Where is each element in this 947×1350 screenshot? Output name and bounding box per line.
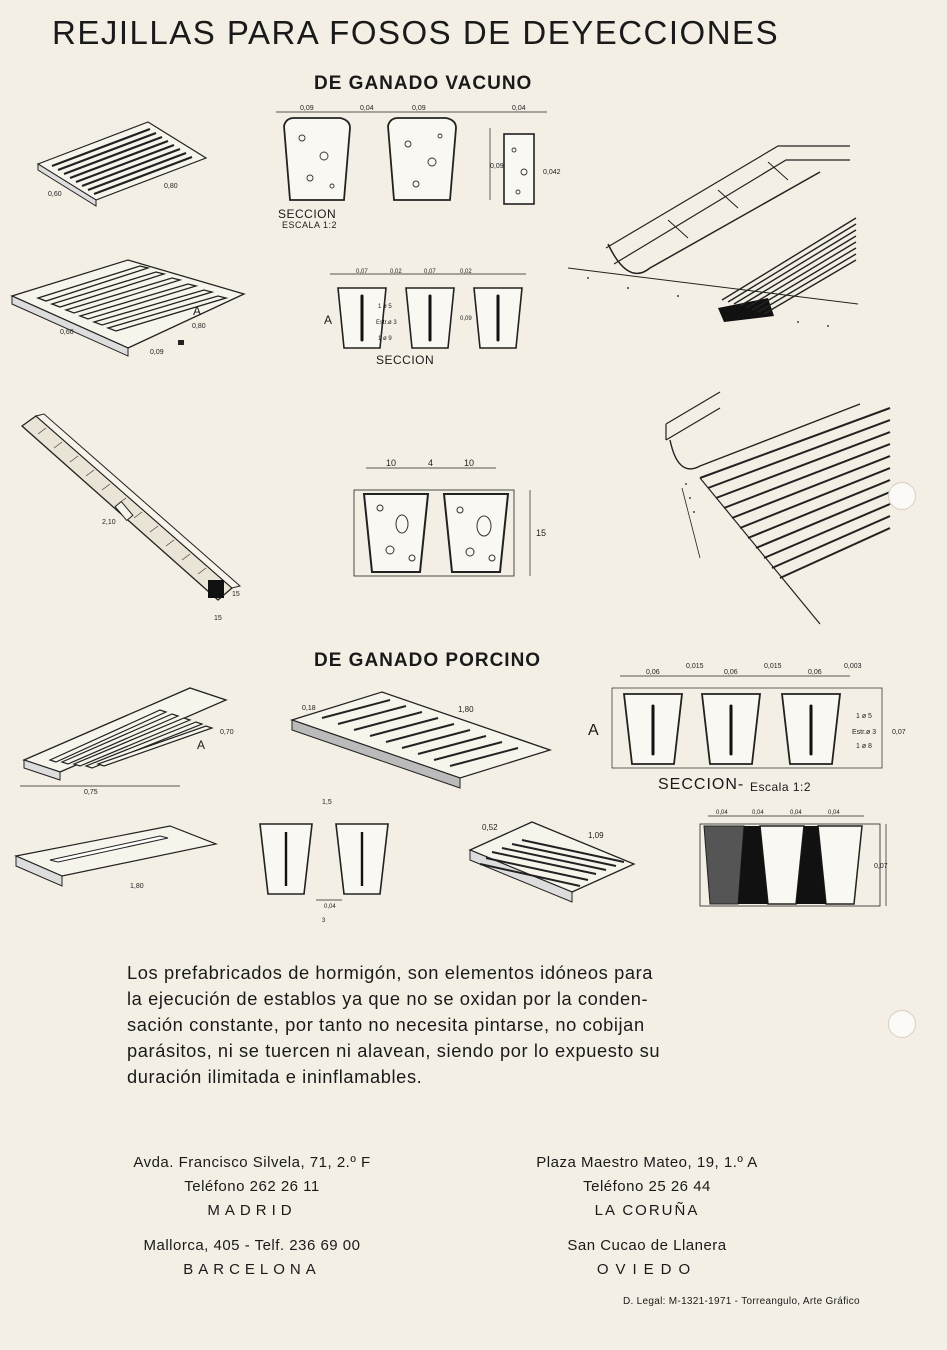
svg-text:0,06: 0,06 xyxy=(646,669,660,676)
address-madrid xyxy=(124,1151,380,1223)
description-line: la ejecución de establos ya que no se oxidan por la conden- xyxy=(127,988,649,1009)
svg-text:0,04: 0,04 xyxy=(360,105,374,112)
svg-text:0,04: 0,04 xyxy=(828,810,840,816)
punch-hole xyxy=(888,1010,916,1038)
section-title-vacuno: DE GANADO VACUNO xyxy=(314,73,533,94)
address-street: Mallorca, 405 - Telf. 236 69 00 xyxy=(143,1237,361,1254)
svg-text:0,04: 0,04 xyxy=(324,904,336,910)
address-barcelona xyxy=(124,1234,380,1282)
address-street: San Cucao de Llanera xyxy=(567,1237,727,1254)
address-street: Avda. Francisco Silvela, 71, 2.º F xyxy=(133,1154,371,1171)
svg-text:1,80: 1,80 xyxy=(130,883,144,890)
vacuno-section-3 xyxy=(346,454,554,580)
svg-text:0,75: 0,75 xyxy=(84,789,98,796)
legal-notice: D. Legal: M-1321-1971 - Torreangulo, Arte Gráfico xyxy=(623,1296,860,1307)
svg-text:1,5: 1,5 xyxy=(322,799,332,806)
vacuno-section-2 xyxy=(320,268,540,352)
svg-text:0,06: 0,06 xyxy=(808,669,822,676)
porcino-beam xyxy=(10,816,220,892)
address-street: Plaza Maestro Mateo, 19, 1.º A xyxy=(536,1154,758,1171)
svg-text:0,09: 0,09 xyxy=(460,316,472,322)
svg-text:3: 3 xyxy=(322,918,326,924)
address-city: OVIEDO xyxy=(596,1261,698,1278)
porcino-grate-iso-2 xyxy=(282,688,554,796)
description-line: sación constante, por tanto no necesita pintarse, no cobijan xyxy=(127,1014,645,1035)
svg-text:0,015: 0,015 xyxy=(686,663,704,670)
vacuno-grate-2-marker: A xyxy=(193,304,202,318)
svg-text:1,80: 1,80 xyxy=(458,705,474,714)
porcino-section-1-marker: A xyxy=(588,722,600,739)
svg-text:0,80: 0,80 xyxy=(164,183,178,190)
vacuno-beam xyxy=(14,404,246,626)
address-oviedo xyxy=(516,1234,778,1282)
vacuno-grate-iso-2 xyxy=(8,256,248,366)
svg-text:1 ø 5: 1 ø 5 xyxy=(856,713,872,720)
svg-text:10: 10 xyxy=(386,458,397,468)
vacuno-section-1-scale: ESCALA 1:2 xyxy=(282,220,338,230)
svg-text:0,015: 0,015 xyxy=(764,663,782,670)
svg-text:10: 10 xyxy=(464,458,475,468)
svg-text:0,04: 0,04 xyxy=(512,105,526,112)
svg-text:0,52: 0,52 xyxy=(482,823,498,832)
porcino-section-1-caption: SECCION- xyxy=(658,776,745,793)
svg-text:0,02: 0,02 xyxy=(460,269,472,275)
svg-text:15: 15 xyxy=(232,591,240,598)
svg-text:0,80: 0,80 xyxy=(192,323,206,330)
svg-text:15: 15 xyxy=(536,528,547,538)
svg-text:0,042: 0,042 xyxy=(543,169,561,176)
svg-text:Estr.ø 3: Estr.ø 3 xyxy=(376,320,397,326)
svg-text:0,06: 0,06 xyxy=(724,669,738,676)
description-line: parásitos, ni se tuercen ni alavean, siendo por lo expuesto su xyxy=(127,1040,661,1061)
svg-text:0,09: 0,09 xyxy=(300,105,314,112)
address-phone: Teléfono 262 26 11 xyxy=(184,1178,320,1195)
address-coruna xyxy=(516,1151,778,1223)
svg-text:0,60: 0,60 xyxy=(60,329,74,336)
vacuno-section-1 xyxy=(262,104,562,216)
porcino-section-2 xyxy=(246,796,396,926)
svg-text:0,07: 0,07 xyxy=(356,269,368,275)
svg-text:0,07: 0,07 xyxy=(424,269,436,275)
porcino-grate-1-marker: A xyxy=(197,738,206,752)
address-city: BARCELONA xyxy=(183,1261,321,1278)
porcino-grate-iso-1 xyxy=(10,680,242,798)
address-city: LA CORUÑA xyxy=(594,1202,700,1219)
svg-text:1,09: 1,09 xyxy=(588,831,604,840)
svg-text:15: 15 xyxy=(214,615,222,622)
address-city: MADRID xyxy=(207,1202,297,1219)
svg-text:1 ø 8: 1 ø 8 xyxy=(856,743,872,750)
svg-text:0,04: 0,04 xyxy=(716,810,728,816)
svg-text:0,09: 0,09 xyxy=(412,105,426,112)
address-phone: Teléfono 25 26 44 xyxy=(583,1178,711,1195)
svg-text:1 ø 9: 1 ø 9 xyxy=(378,336,392,342)
vacuno-slatted-floor-perspective xyxy=(660,388,892,628)
svg-text:0,09: 0,09 xyxy=(490,163,504,170)
vacuno-section-2-marker: A xyxy=(324,313,333,327)
svg-text:1 ø 5: 1 ø 5 xyxy=(378,304,392,310)
svg-text:0,60: 0,60 xyxy=(48,191,62,198)
svg-text:0,04: 0,04 xyxy=(752,810,764,816)
vacuno-channel-perspective xyxy=(568,138,858,338)
svg-text:4: 4 xyxy=(428,458,434,468)
description-line: Los prefabricados de hormigón, son elementos idóneos para xyxy=(127,962,654,983)
vacuno-section-2-caption: SECCION xyxy=(376,353,435,367)
svg-text:0,003: 0,003 xyxy=(844,663,862,670)
punch-hole xyxy=(888,482,916,510)
section-title-porcino: DE GANADO PORCINO xyxy=(314,650,542,671)
vacuno-section-1-caption: SECCION xyxy=(278,207,337,221)
description-line: duración ilimitada e ininflamables. xyxy=(127,1066,423,1087)
svg-text:0,07: 0,07 xyxy=(892,729,906,736)
svg-text:0,04: 0,04 xyxy=(790,810,802,816)
description-paragraph xyxy=(127,960,777,1090)
porcino-section-1 xyxy=(586,660,906,772)
svg-text:2,10: 2,10 xyxy=(102,519,116,526)
svg-text:Estr.ø 3: Estr.ø 3 xyxy=(852,729,877,736)
porcino-section-1-scale: Escala 1:2 xyxy=(750,780,812,794)
svg-text:0,02: 0,02 xyxy=(390,269,402,275)
svg-text:0,07: 0,07 xyxy=(874,863,888,870)
porcino-section-3 xyxy=(694,806,902,912)
svg-text:0,09: 0,09 xyxy=(150,349,164,356)
page-title: REJILLAS PARA FOSOS DE DEYECCIONES xyxy=(52,14,780,51)
svg-text:0,70: 0,70 xyxy=(220,729,234,736)
vacuno-grate-iso-1 xyxy=(28,112,210,202)
svg-text:0,18: 0,18 xyxy=(302,705,316,712)
porcino-grate-iso-3 xyxy=(462,814,638,914)
